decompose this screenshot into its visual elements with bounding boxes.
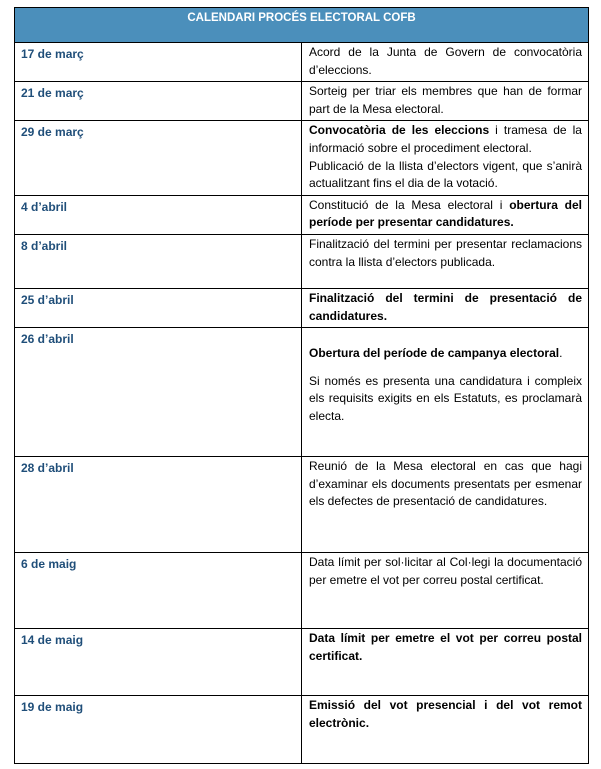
table-row bbox=[15, 195, 589, 234]
description-bold-text: obertura del període per presentar candidatures. bbox=[309, 197, 582, 230]
date-cell: 17 de març bbox=[15, 43, 302, 82]
table-row bbox=[15, 457, 589, 553]
date-cell: 21 de març bbox=[15, 82, 302, 121]
table-row bbox=[15, 43, 589, 82]
date-cell: 28 d’abril bbox=[15, 457, 302, 553]
date-cell: 29 de març bbox=[15, 121, 302, 195]
table-row bbox=[15, 696, 589, 764]
calendar-table bbox=[14, 7, 589, 764]
table-row bbox=[15, 328, 589, 457]
date-cell: 8 d’abril bbox=[15, 234, 302, 288]
description-cell bbox=[302, 82, 589, 121]
date-cell: 26 d’abril bbox=[15, 328, 302, 457]
description-text: Reunió de la Mesa electoral en cas que hagi d’examinar els documents presentats per esmenar els defectes de presentació de candidatures. bbox=[309, 459, 582, 509]
description-text: Sorteig per triar els membres que han de formar part de la Mesa electoral. bbox=[309, 84, 582, 116]
description-text: Acord de la Junta de Govern de convocatòria d’eleccions. bbox=[309, 45, 582, 77]
description-cell bbox=[302, 696, 589, 764]
table-row bbox=[15, 82, 589, 121]
description-cell bbox=[302, 328, 589, 457]
description-bold-text: Emissió del vot presencial i del vot remot electrònic. bbox=[309, 698, 582, 730]
description-text: i tramesa de la informació sobre el procediment electoral. bbox=[309, 123, 582, 155]
table-row bbox=[15, 553, 589, 629]
table-header-row bbox=[15, 8, 589, 43]
description-text: Finalització del termini per presentar reclamacions contra la llista d’electors publicada. bbox=[309, 236, 582, 269]
table-row bbox=[15, 288, 589, 327]
description-cell bbox=[302, 457, 589, 553]
description-cell bbox=[302, 234, 589, 288]
table-title: CALENDARI PROCÉS ELECTORAL COFB bbox=[187, 12, 416, 24]
description-cell bbox=[302, 195, 589, 234]
description-bold-text: Convocatòria de les eleccions bbox=[309, 123, 490, 138]
description-text: Si només es presenta una candidatura i compleix els requisits exigits en els Estatuts, es proclamarà electa. bbox=[309, 373, 582, 423]
table-row bbox=[15, 629, 589, 696]
description-cell bbox=[302, 121, 589, 195]
description-text: Publicació de la llista d’electors vigent, que s’anirà actualitzant fins el dia de la votació. bbox=[309, 158, 582, 191]
description-bold-text: Finalització del termini de presentació de candidatures. bbox=[309, 290, 582, 323]
description-bold-text: Data límit per emetre el vot per correu postal certificat. bbox=[309, 631, 582, 663]
description-bold-text: Obertura del període de campanya electoral bbox=[309, 346, 560, 361]
calendar-document bbox=[14, 7, 589, 764]
description-cell bbox=[302, 553, 589, 629]
table-row bbox=[15, 234, 589, 288]
table-title-cell bbox=[15, 8, 589, 43]
date-cell: 25 d’abril bbox=[15, 288, 302, 327]
date-cell: 14 de maig bbox=[15, 629, 302, 696]
date-cell: 4 d’abril bbox=[15, 195, 302, 234]
description-text: Constitució de la Mesa electoral i bbox=[309, 197, 510, 212]
table-row bbox=[15, 121, 589, 195]
description-text: . bbox=[559, 346, 563, 361]
description-cell bbox=[302, 629, 589, 696]
description-text: Data límit per sol·licitar al Col·legi la documentació per emetre el vot per correu postal certificat. bbox=[309, 555, 582, 587]
description-cell bbox=[302, 43, 589, 82]
description-cell bbox=[302, 288, 589, 327]
date-cell: 6 de maig bbox=[15, 553, 302, 629]
date-cell: 19 de maig bbox=[15, 696, 302, 764]
